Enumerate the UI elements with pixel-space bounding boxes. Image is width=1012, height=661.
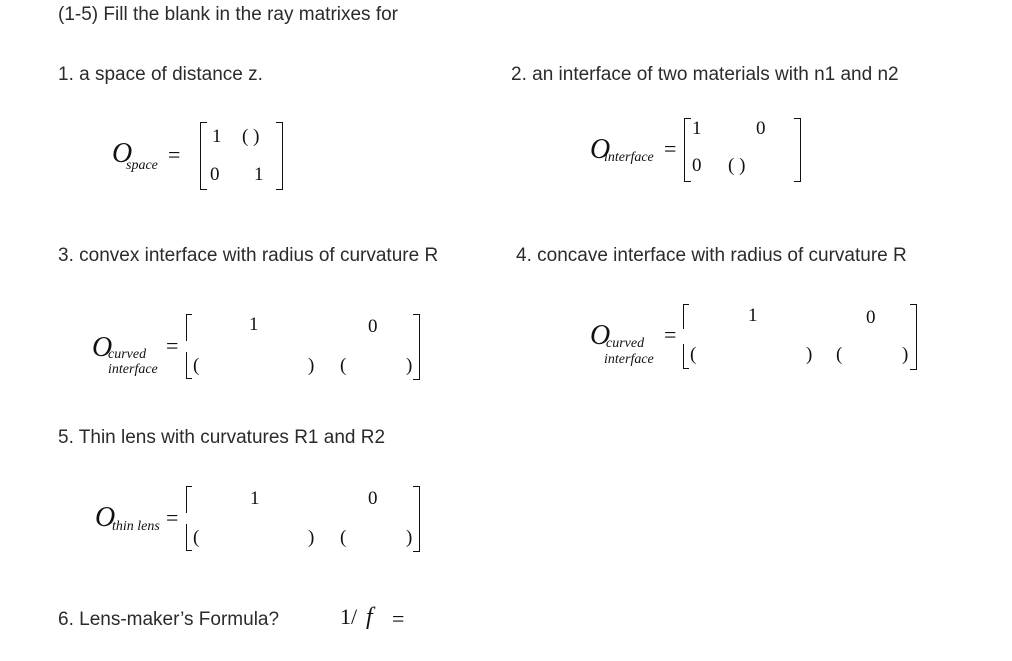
formula-one-over: 1/	[340, 604, 358, 629]
formula-f: f	[366, 604, 373, 630]
matrix-cell-21: 0	[692, 155, 702, 176]
matrix-cell-12: 0	[756, 118, 766, 139]
matrix-cell-11: 1	[249, 314, 259, 335]
equals-sign: =	[664, 322, 677, 347]
matrix-subscript: interface	[604, 150, 654, 165]
matrix-subscript-interface: interface	[604, 352, 654, 367]
left-bracket-bottom	[186, 352, 192, 379]
left-bracket	[684, 118, 691, 182]
matrix-cell-11: 1	[212, 126, 222, 147]
question-1-label: 1. a space of distance z.	[58, 64, 263, 85]
question-2-label: 2. an interface of two materials with n1 and n2	[511, 64, 899, 85]
question-4-label: 4. concave interface with radius of curvature R	[516, 245, 907, 266]
right-bracket	[413, 314, 420, 380]
matrix-cell-12: ( )	[242, 126, 260, 147]
equals-sign: =	[168, 142, 181, 167]
right-bracket	[794, 118, 801, 182]
matrix-cell-22-close: )	[406, 355, 413, 376]
matrix-subscript-interface: interface	[108, 362, 158, 377]
question-6-label: 6. Lens-maker’s Formula?	[58, 609, 280, 630]
formula-equals: =	[392, 606, 405, 631]
matrix-symbol: O	[590, 320, 611, 351]
matrix-cell-22-open: (	[340, 527, 347, 548]
matrix-cell-22: 1	[254, 164, 264, 185]
matrix-symbol: O	[95, 502, 116, 533]
left-bracket-top	[186, 486, 192, 513]
instructions-header: (1-5) Fill the blank in the ray matrixes for	[58, 4, 399, 25]
matrix-cell-12: 0	[368, 316, 378, 337]
matrix-cell-22-open: (	[340, 355, 347, 376]
matrix-symbol: O	[590, 134, 611, 165]
left-bracket-bottom	[683, 344, 689, 369]
matrix-symbol: O	[112, 138, 133, 169]
matrix-cell-21-open: (	[690, 344, 697, 365]
right-bracket	[413, 486, 420, 552]
matrix-subscript: thin lens	[112, 519, 160, 534]
left-bracket-top	[186, 314, 192, 341]
matrix-cell-21-close: )	[308, 355, 315, 376]
matrix-cell-11: 1	[692, 118, 702, 139]
matrix-cell-11: 1	[748, 305, 758, 326]
left-bracket	[200, 122, 207, 190]
matrix-subscript-curved: curved	[108, 347, 147, 362]
matrix-symbol: O	[92, 332, 113, 363]
equals-sign: =	[664, 136, 677, 161]
matrix-cell-21-open: (	[193, 527, 200, 548]
right-bracket	[276, 122, 283, 190]
left-bracket-bottom	[186, 524, 192, 551]
left-bracket-top	[683, 304, 689, 329]
matrix-subscript-curved: curved	[606, 336, 645, 351]
equals-sign: =	[166, 333, 179, 358]
matrix-cell-22-close: )	[406, 527, 413, 548]
matrix-cell-22-close: )	[902, 344, 909, 365]
matrix-cell-21-close: )	[806, 344, 813, 365]
matrix-cell-11: 1	[250, 488, 260, 509]
equals-sign: =	[166, 505, 179, 530]
question-3-label: 3. convex interface with radius of curvature R	[58, 245, 439, 266]
matrix-cell-12: 0	[866, 307, 876, 328]
right-bracket	[910, 304, 917, 370]
matrix-cell-21-close: )	[308, 527, 315, 548]
question-5-label: 5. Thin lens with curvatures R1 and R2	[58, 427, 386, 448]
matrix-cell-21: 0	[210, 164, 220, 185]
matrix-cell-22: ( )	[728, 155, 746, 176]
matrix-subscript: space	[126, 158, 158, 173]
matrix-cell-22-open: (	[836, 344, 843, 365]
matrix-cell-12: 0	[368, 488, 378, 509]
matrix-cell-21-open: (	[193, 355, 200, 376]
